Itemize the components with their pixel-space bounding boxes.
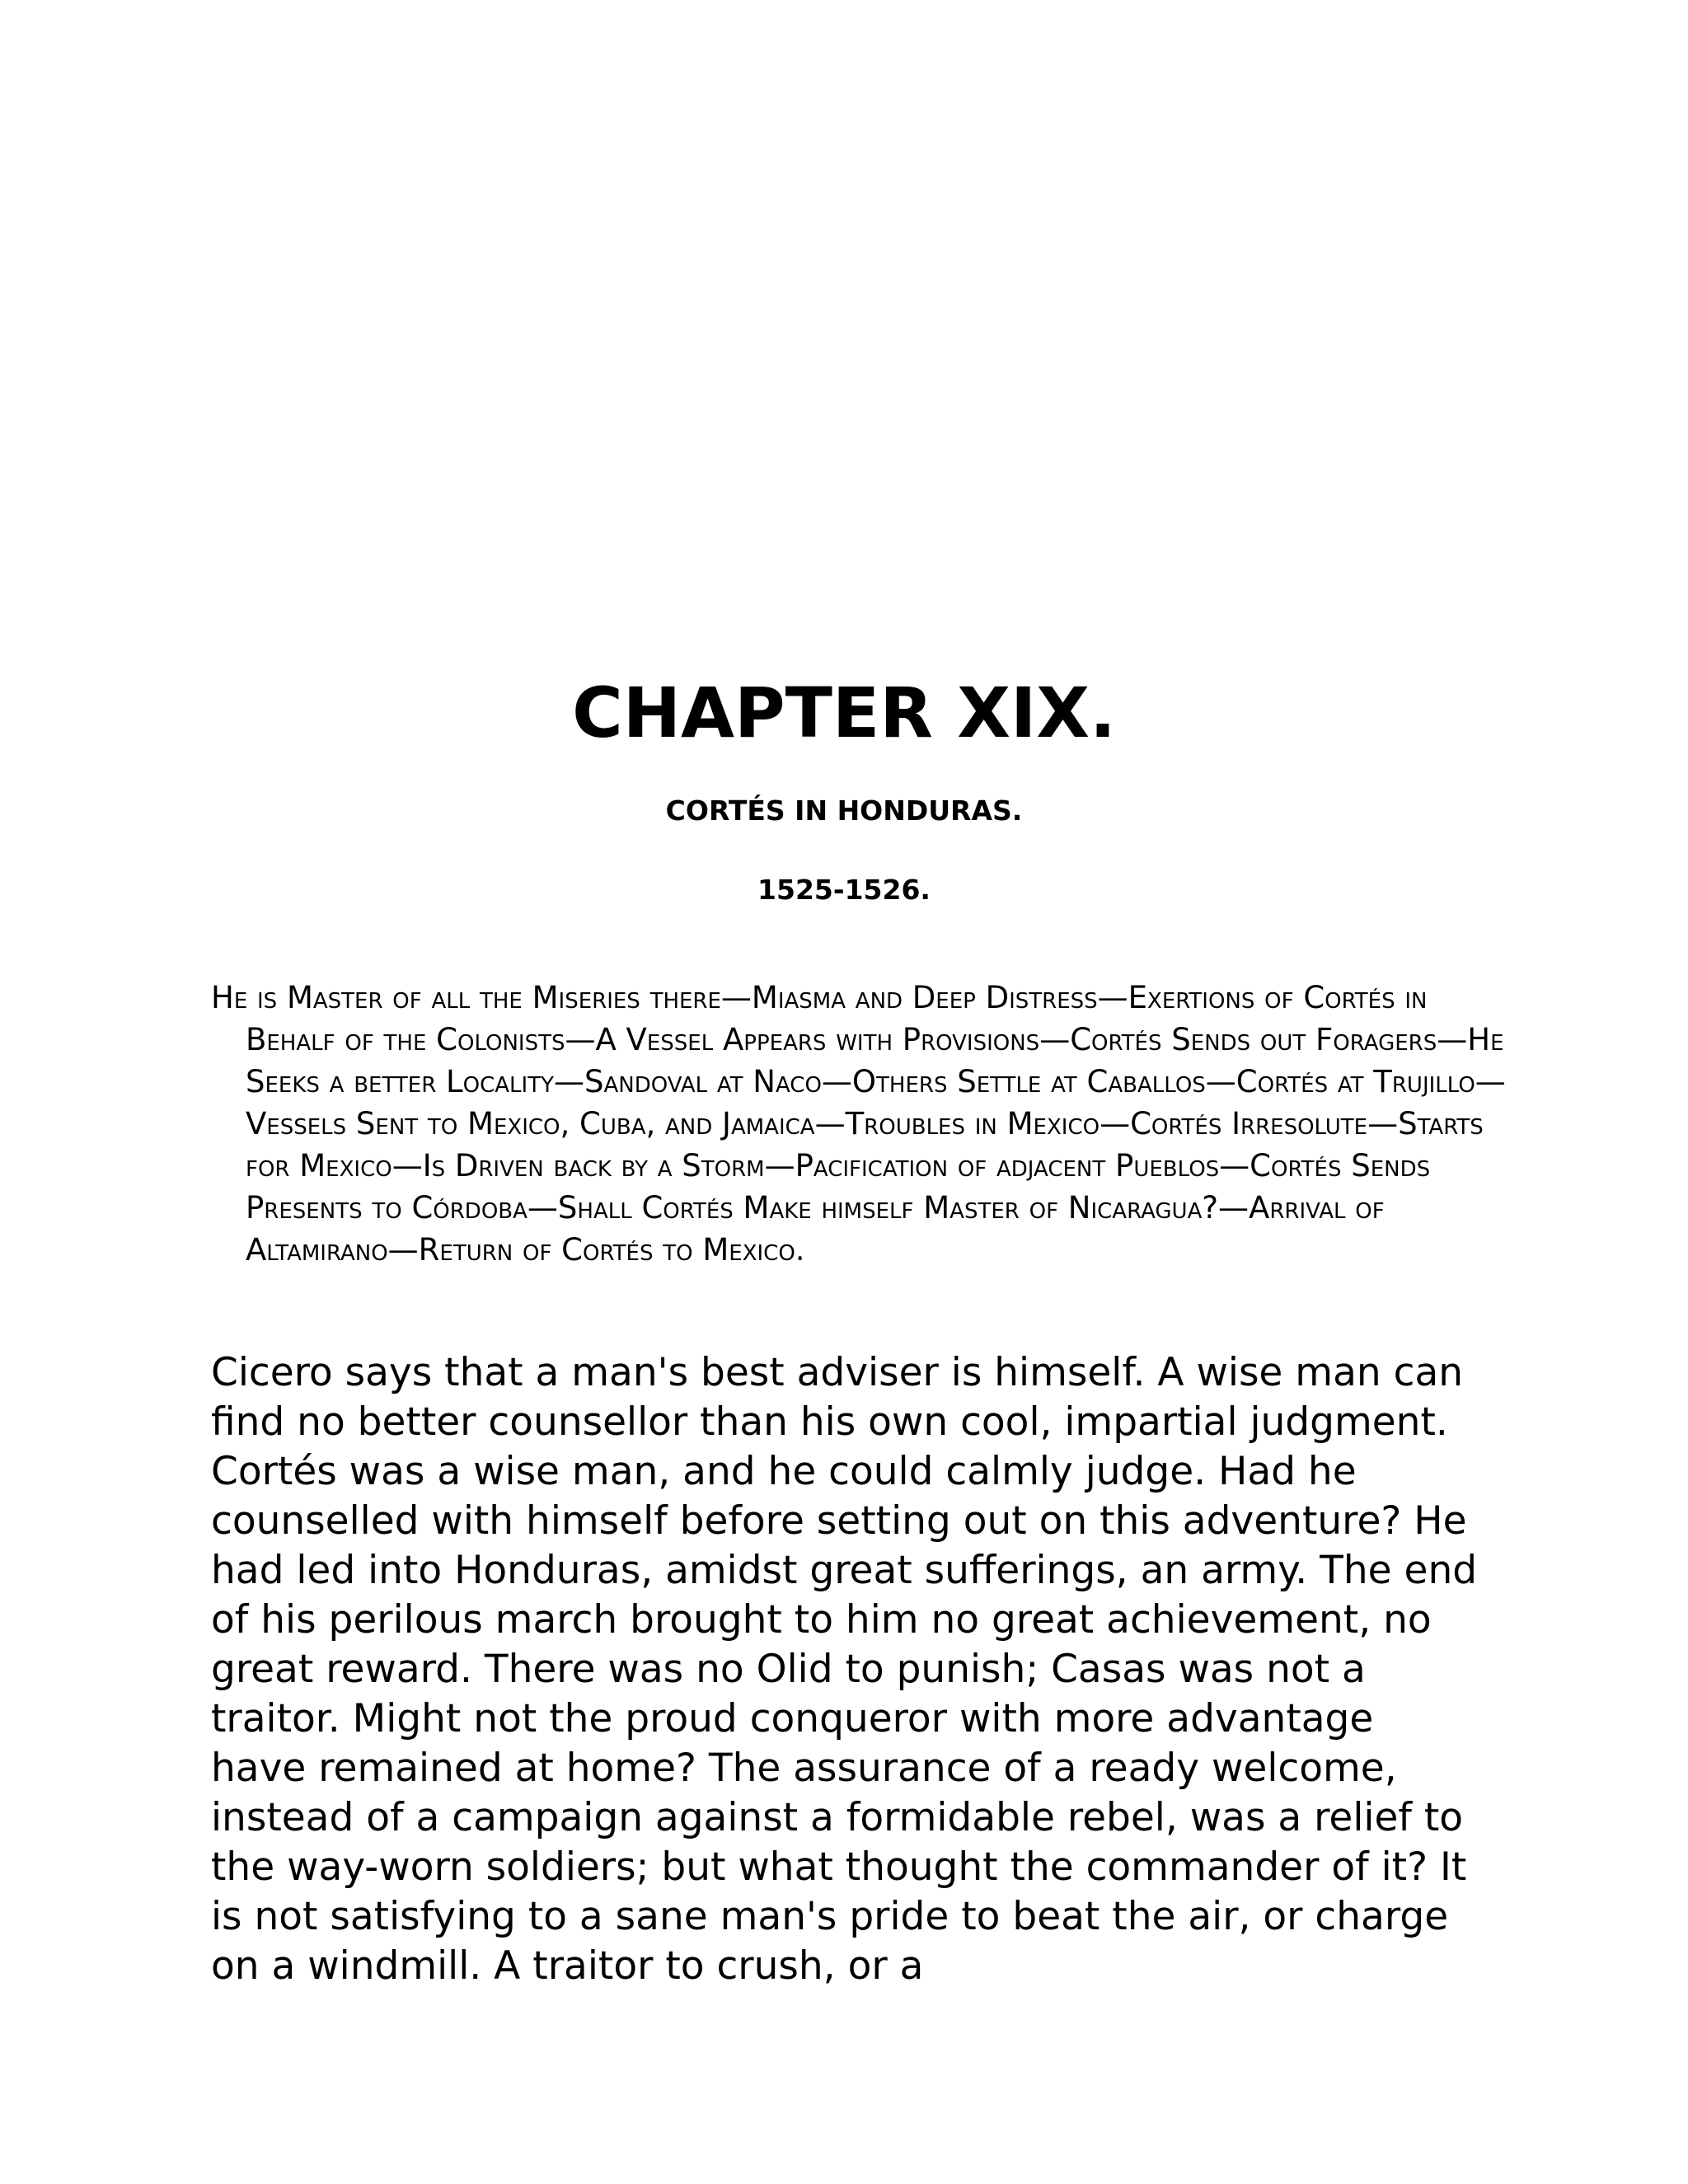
body-paragraph: Cicero says that a man's best adviser is himself. A wise man can find no better counsellor than his own cool, impartial judgment. Cortés was a wise man, and he could calmly judge. Had he counselled with himself before setting out on this adventure? He had led into Honduras, amidst great sufferings, an army. The end of his perilous march brought to him no great achievement, no great reward. There was no Olid to punish; Casas was not a traitor. Might not the proud conqueror with more advantage have remained at home? The assurance of a ready welcome, instead of a campaign against a formidable rebel, was a relief to the way-worn soldiers; but what thought the commander of it? It is not satisfying to a sane man's pride to beat the air, or charge on a windmill. A traitor to crush, or a <box>211 1350 1478 1989</box>
chapter-title: CHAPTER XIX. <box>572 673 1116 753</box>
chapter-subtitle: CORTÉS IN HONDURAS. <box>665 794 1023 827</box>
chapter-years: 1525-1526. <box>757 874 931 906</box>
chapter-synopsis: He is Master of all the Miseries there—Miasma and Deep Distress—Exertions of Cortés in Behalf of the Colonists—A Vessel Appears with Provisions—Cortés Sends out Foragers—He Seeks a better Locality—Sandoval at Naco—Others Settle at Caballos—Cortés at Trujillo—Vessels Sent to Mexico, Cuba, and Jamaica—Troubles in Mexico—Cortés Irresolute—Starts for Mexico—Is Driven back by a Storm—Pacification of adjacent Pueblos—Cortés Sends Presents to Córdoba—Shall Cortés Make himself Master of Nicaragua?—Arrival of Altamirano—Return of Cortés to Mexico. <box>211 980 1506 1268</box>
